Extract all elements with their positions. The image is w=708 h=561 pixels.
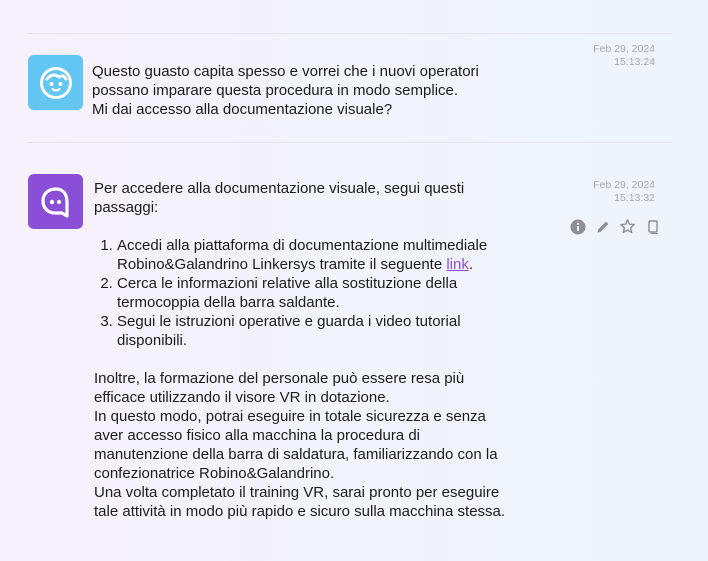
- step-2-line: 2. Cerca le informazioni relative alla sostituzione della: [117, 275, 458, 292]
- edit-button[interactable]: [594, 218, 611, 235]
- paragraph-line: Inoltre, la formazione del personale può essere resa più: [94, 370, 465, 387]
- assistant-avatar: [28, 174, 83, 229]
- paragraph-line: aver accesso fisico alla macchina la procedura di: [94, 427, 420, 444]
- message-divider: [28, 142, 672, 143]
- user-message-line: Mi dai accesso alla documentazione visuale?: [92, 101, 393, 118]
- step-item-1: [117, 236, 564, 274]
- copy-icon: [645, 219, 661, 235]
- paragraph-line: In questo modo, potrai eseguire in totale sicurezza e senza: [94, 408, 486, 425]
- user-avatar: [28, 55, 83, 110]
- top-divider: [28, 33, 672, 34]
- documentation-link[interactable]: link: [446, 256, 469, 273]
- step-3-line: 3. Segui le istruzioni operative e guarda i video tutorial: [117, 313, 461, 330]
- user-message-time: 15:13:24: [614, 56, 655, 68]
- paragraph-line: tale attività in modo più rapido e sicuro sulla macchina stessa.: [94, 503, 506, 520]
- paragraph-line: manutenzione della barra di saldatura, familiarizzando con la: [94, 446, 498, 463]
- user-message-timestamp: [593, 43, 655, 69]
- pencil-icon: [595, 219, 611, 235]
- copy-button[interactable]: [644, 218, 661, 235]
- smiley-face-icon: [39, 66, 73, 100]
- user-message-text: [92, 62, 552, 119]
- star-icon: [619, 218, 636, 235]
- info-icon: [570, 219, 586, 235]
- paragraph-line: confezionatrice Robino&Galandrino.: [94, 465, 335, 482]
- assistant-paragraph: [94, 369, 564, 521]
- step-item-2: [117, 274, 564, 312]
- step-1-suffix: .: [468, 256, 474, 273]
- info-button[interactable]: [569, 218, 586, 235]
- paragraph-line: Una volta completato il training VR, sarai pronto per eseguire: [94, 484, 500, 501]
- step-1-text: Robino&Galandrino Linkersys tramite il seguente: [117, 256, 447, 273]
- step-2-line: termocoppia della barra saldante.: [117, 294, 340, 311]
- message-actions: [569, 218, 661, 235]
- step-3-line: disponibili.: [117, 332, 188, 349]
- assistant-message-date: Feb 29, 2024: [593, 179, 655, 191]
- chat-bubble-icon: [39, 185, 73, 219]
- assistant-intro-line: Per accedere alla documentazione visuale, segui questi: [94, 180, 465, 197]
- assistant-message-time: 15:13:32: [614, 192, 655, 204]
- assistant-intro-line: passaggi:: [94, 199, 159, 216]
- assistant-message-text: [94, 179, 564, 521]
- user-message-line: Questo guasto capita spesso e vorrei che i nuovi operatori: [92, 63, 479, 80]
- favorite-button[interactable]: [619, 218, 636, 235]
- step-1-line: 1. Accedi alla piattaforma di documentazione multimediale: [117, 237, 488, 254]
- step-1-line: [117, 255, 564, 274]
- paragraph-line: efficace utilizzando il visore VR in dotazione.: [94, 389, 390, 406]
- steps-list: [94, 236, 564, 350]
- user-message-line: possano imparare questa procedura in modo semplice.: [92, 82, 459, 99]
- user-message-date: Feb 29, 2024: [593, 43, 655, 55]
- step-item-3: [117, 312, 564, 350]
- assistant-message-timestamp: [593, 179, 655, 205]
